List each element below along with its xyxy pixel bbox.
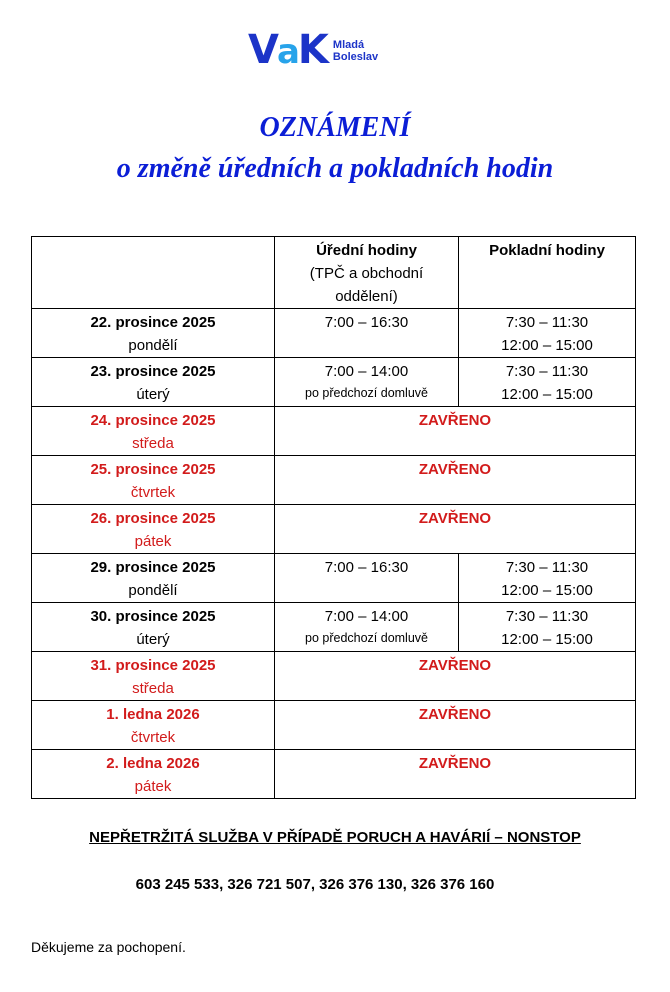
table-row bbox=[32, 456, 636, 505]
row-day: pondělí bbox=[128, 582, 178, 599]
closed-cell bbox=[275, 407, 636, 456]
closed-label: ZAVŘENO bbox=[418, 412, 492, 429]
nonstop-notice: NEPŘETRŽITÁ SLUŽBA V PŘÍPADĚ PORUCH A HAVÁRIÍ – NONSTOP bbox=[89, 829, 581, 846]
cash-hours-afternoon: 12:00 – 15:00 bbox=[501, 337, 593, 354]
date-cell bbox=[32, 309, 275, 358]
office-hours-cell bbox=[275, 358, 459, 407]
closed-label: ZAVŘENO bbox=[418, 706, 492, 723]
row-date: 25. prosince 2025 bbox=[90, 461, 216, 478]
date-cell bbox=[32, 505, 275, 554]
cash-hours-afternoon: 12:00 – 15:00 bbox=[501, 386, 593, 403]
row-day: středa bbox=[132, 680, 174, 697]
header-cash-hours: Pokladní hodiny bbox=[459, 237, 636, 309]
schedule-table bbox=[31, 236, 636, 799]
office-hours-note: po předchozí domluvě bbox=[305, 386, 428, 400]
header-office-hours: Úřední hodiny (TPČ a obchodní oddělení) bbox=[275, 237, 459, 309]
date-cell bbox=[32, 358, 275, 407]
office-hours-value: 7:00 – 14:00 bbox=[324, 363, 409, 380]
cash-hours-cell bbox=[459, 603, 636, 652]
closed-label: ZAVŘENO bbox=[418, 657, 492, 674]
closed-cell bbox=[275, 505, 636, 554]
row-date: 29. prosince 2025 bbox=[90, 559, 216, 576]
row-date: 31. prosince 2025 bbox=[90, 657, 216, 674]
table-row bbox=[32, 505, 636, 554]
table-row bbox=[32, 750, 636, 799]
row-date: 26. prosince 2025 bbox=[90, 510, 216, 527]
cash-hours-afternoon: 12:00 – 15:00 bbox=[501, 631, 593, 648]
cash-hours-cell bbox=[459, 309, 636, 358]
row-date: 2. ledna 2026 bbox=[106, 755, 200, 772]
office-hours-value: 7:00 – 16:30 bbox=[324, 559, 409, 576]
thanks-text: Děkujeme za pochopení. bbox=[31, 939, 186, 955]
row-day: úterý bbox=[136, 631, 170, 648]
page-title: OZNÁMENÍ bbox=[259, 112, 411, 143]
closed-cell bbox=[275, 456, 636, 505]
header-empty-cell bbox=[32, 237, 275, 309]
row-date: 22. prosince 2025 bbox=[90, 314, 216, 331]
cash-hours-cell bbox=[459, 358, 636, 407]
phone-numbers: 603 245 533, 326 721 507, 326 376 130, 326 376 160 bbox=[135, 876, 495, 893]
row-day: pondělí bbox=[128, 337, 178, 354]
closed-label: ZAVŘENO bbox=[418, 461, 492, 478]
office-hours-cell bbox=[275, 554, 459, 603]
table-row bbox=[32, 701, 636, 750]
office-hours-cell bbox=[275, 603, 459, 652]
row-date: 23. prosince 2025 bbox=[90, 363, 216, 380]
row-day: čtvrtek bbox=[130, 484, 176, 501]
company-logo bbox=[248, 27, 379, 73]
closed-label: ZAVŘENO bbox=[418, 510, 492, 527]
office-hours-cell bbox=[275, 309, 459, 358]
cash-hours-morning: 7:30 – 11:30 bbox=[505, 363, 589, 380]
page-subtitle: o změně úředních a pokladních hodin bbox=[116, 153, 554, 184]
date-cell bbox=[32, 407, 275, 456]
row-date: 30. prosince 2025 bbox=[90, 608, 216, 625]
date-cell bbox=[32, 456, 275, 505]
row-day: čtvrtek bbox=[130, 729, 176, 746]
table-row bbox=[32, 554, 636, 603]
row-date: 24. prosince 2025 bbox=[90, 412, 216, 429]
table-row bbox=[32, 652, 636, 701]
table-row bbox=[32, 407, 636, 456]
cash-hours-morning: 7:30 – 11:30 bbox=[505, 559, 589, 576]
office-hours-value: 7:00 – 16:30 bbox=[324, 314, 409, 331]
date-cell bbox=[32, 554, 275, 603]
closed-cell bbox=[275, 701, 636, 750]
row-day: pátek bbox=[134, 533, 172, 550]
date-cell bbox=[32, 603, 275, 652]
office-hours-note: po předchozí domluvě bbox=[305, 631, 428, 645]
cash-hours-morning: 7:30 – 11:30 bbox=[505, 608, 589, 625]
row-day: pátek bbox=[134, 778, 172, 795]
row-date: 1. ledna 2026 bbox=[106, 706, 200, 723]
closed-cell bbox=[275, 750, 636, 799]
cash-hours-afternoon: 12:00 – 15:00 bbox=[501, 582, 593, 599]
office-hours-value: 7:00 – 14:00 bbox=[324, 608, 409, 625]
date-cell bbox=[32, 750, 275, 799]
cash-hours-cell bbox=[459, 554, 636, 603]
cash-hours-morning: 7:30 – 11:30 bbox=[505, 314, 589, 331]
closed-cell bbox=[275, 652, 636, 701]
logo-city: Mladá Boleslav bbox=[332, 39, 379, 63]
table-header-row bbox=[32, 237, 636, 309]
logo-mark: VaK bbox=[248, 27, 327, 73]
row-day: středa bbox=[132, 435, 174, 452]
table-row bbox=[32, 358, 636, 407]
table-row bbox=[32, 603, 636, 652]
table-row bbox=[32, 309, 636, 358]
date-cell bbox=[32, 652, 275, 701]
row-day: úterý bbox=[136, 386, 170, 403]
closed-label: ZAVŘENO bbox=[418, 755, 492, 772]
date-cell bbox=[32, 701, 275, 750]
